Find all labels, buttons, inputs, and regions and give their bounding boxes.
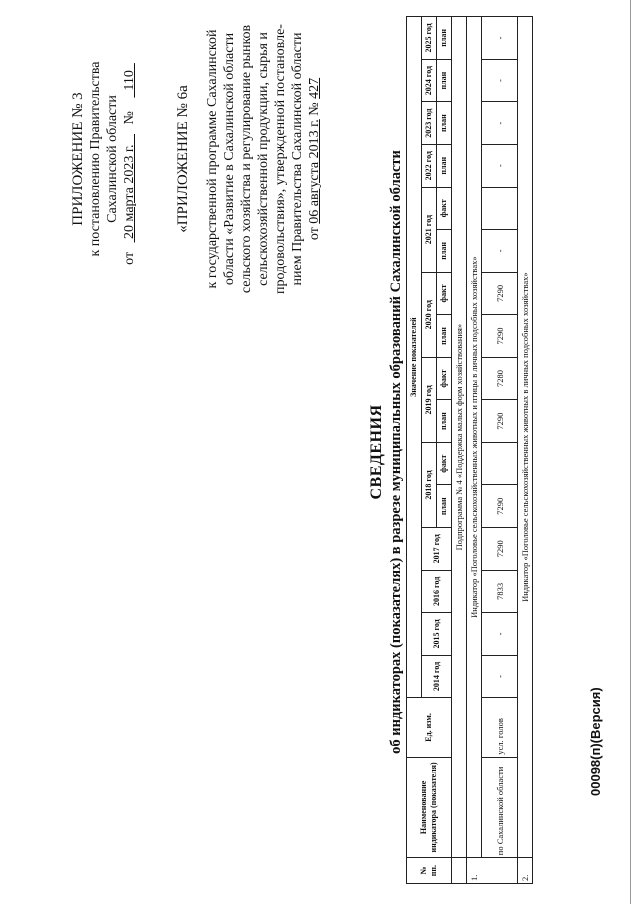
row-unit: усл. голов (482, 698, 518, 757)
table-row (482, 17, 518, 884)
value-cell: - (482, 613, 518, 656)
indicator-row (518, 17, 533, 884)
header-plan: план (437, 485, 452, 528)
number-label: № (307, 102, 322, 116)
header-fact: факт (437, 357, 452, 400)
appendix-6a-line: сельскохозяйственной продукции, сырья и (256, 32, 271, 286)
subprogram-row (452, 17, 467, 884)
value-cell (482, 442, 518, 485)
appendix-6a-line: к государственной программе Сахалинской (205, 29, 220, 289)
empty-cell (452, 858, 467, 884)
value-cell: 7280 (482, 357, 518, 400)
version-footer: 00098(п)(Версия) (588, 687, 603, 796)
row-num: 2. (518, 858, 533, 884)
subprogram-title: Подпрограмма № 4 «Поддержка малых форм хозяйствования» (452, 17, 467, 858)
appendix-6a-line: сельского хозяйства и регулирование рынков (239, 24, 254, 294)
program-number: 427 (307, 77, 322, 99)
number-label: № (122, 111, 137, 125)
header-plan: план (437, 144, 452, 187)
header-fact: факт (437, 442, 452, 485)
heading-title: СВЕДЕНИЯ (368, 404, 385, 500)
appendix-6a-line: области «Развитие в Сахалинской области (222, 32, 237, 286)
header-plan: план (437, 400, 452, 443)
appendix-6a-title: «ПРИЛОЖЕНИЕ № 6а (175, 85, 191, 233)
header-plan: план (437, 230, 452, 273)
indicator-title: Индикатор «Поголовье сельскохозяйственных животных в личных подсобных хозяйствах» (518, 17, 533, 858)
resolution-number: 110 (122, 70, 137, 91)
appendix-3-block (70, 24, 138, 294)
heading-subtitle: об индикаторах (показателях) в разрезе муниципальных образований Сахалинской области (388, 150, 404, 754)
scan-edge-divider (630, 0, 631, 904)
header-year: 2017 год (422, 528, 452, 571)
appendix-6a-line: нием Правительства Сахалинской области (290, 32, 305, 286)
header-year: 2014 год (422, 655, 452, 698)
header-name: Наименование индикатора (показателя) (407, 757, 452, 858)
from-label: от (122, 251, 137, 265)
header-num: № пп. (407, 858, 452, 884)
header-unit: Ед. изм. (407, 698, 452, 757)
appendix-3-date-line (121, 24, 138, 294)
value-cell: 7290 (482, 315, 518, 358)
appendix-6a-block (175, 14, 323, 304)
appendix-3-line1: к постановлению Правительства (88, 61, 103, 257)
header-plan: план (437, 315, 452, 358)
document-heading (368, 90, 405, 814)
header-year: 2022 год (422, 144, 437, 187)
header-fact: факт (437, 272, 452, 315)
value-cell: 7290 (482, 400, 518, 443)
value-cell: - (482, 144, 518, 187)
header-year: 2024 год (422, 59, 437, 102)
header-year: 2020 год (422, 272, 437, 357)
header-year: 2023 год (422, 102, 437, 145)
from-label: от (307, 227, 322, 241)
appendix-3-line2: Сахалинской области (105, 95, 120, 223)
indicators-table (406, 16, 533, 884)
header-plan: план (437, 102, 452, 145)
header-year: 2016 год (422, 570, 452, 613)
row-name: по Сахалинской области (482, 757, 518, 858)
header-year: 2015 год (422, 613, 452, 656)
value-cell: 7833 (482, 570, 518, 613)
value-cell: 7290 (482, 485, 518, 528)
table-header-row (407, 17, 422, 884)
program-date: 06 августа 2013 г. (307, 119, 322, 224)
row-num: 1. (467, 858, 518, 884)
value-cell: - (482, 102, 518, 145)
indicator-title: Индикатор «Поголовье сельскохозяйственных животных и птицы в личных подсобных хозяйствах» (467, 17, 482, 858)
appendix-6a-line: продовольствия», утвержденной постановле- (273, 24, 288, 294)
value-cell: - (482, 17, 518, 60)
header-plan: план (437, 17, 452, 60)
header-year: 2019 год (422, 357, 437, 442)
value-cell: - (482, 230, 518, 273)
appendix-6a-date-line (306, 14, 323, 304)
header-fact: факт (437, 187, 452, 230)
header-year: 2021 год (422, 187, 437, 272)
header-plan: план (437, 59, 452, 102)
header-values: Значение показателей (407, 17, 422, 698)
resolution-date: 20 марта 2023 г. (122, 144, 137, 239)
value-cell (482, 187, 518, 230)
value-cell: - (482, 655, 518, 698)
value-cell: 7290 (482, 528, 518, 571)
appendix-3-title: ПРИЛОЖЕНИЕ № 3 (70, 92, 86, 226)
header-year: 2025 год (422, 17, 437, 60)
header-year: 2018 год (422, 442, 437, 527)
indicator-row (467, 17, 482, 884)
value-cell: - (482, 59, 518, 102)
value-cell: 7290 (482, 272, 518, 315)
